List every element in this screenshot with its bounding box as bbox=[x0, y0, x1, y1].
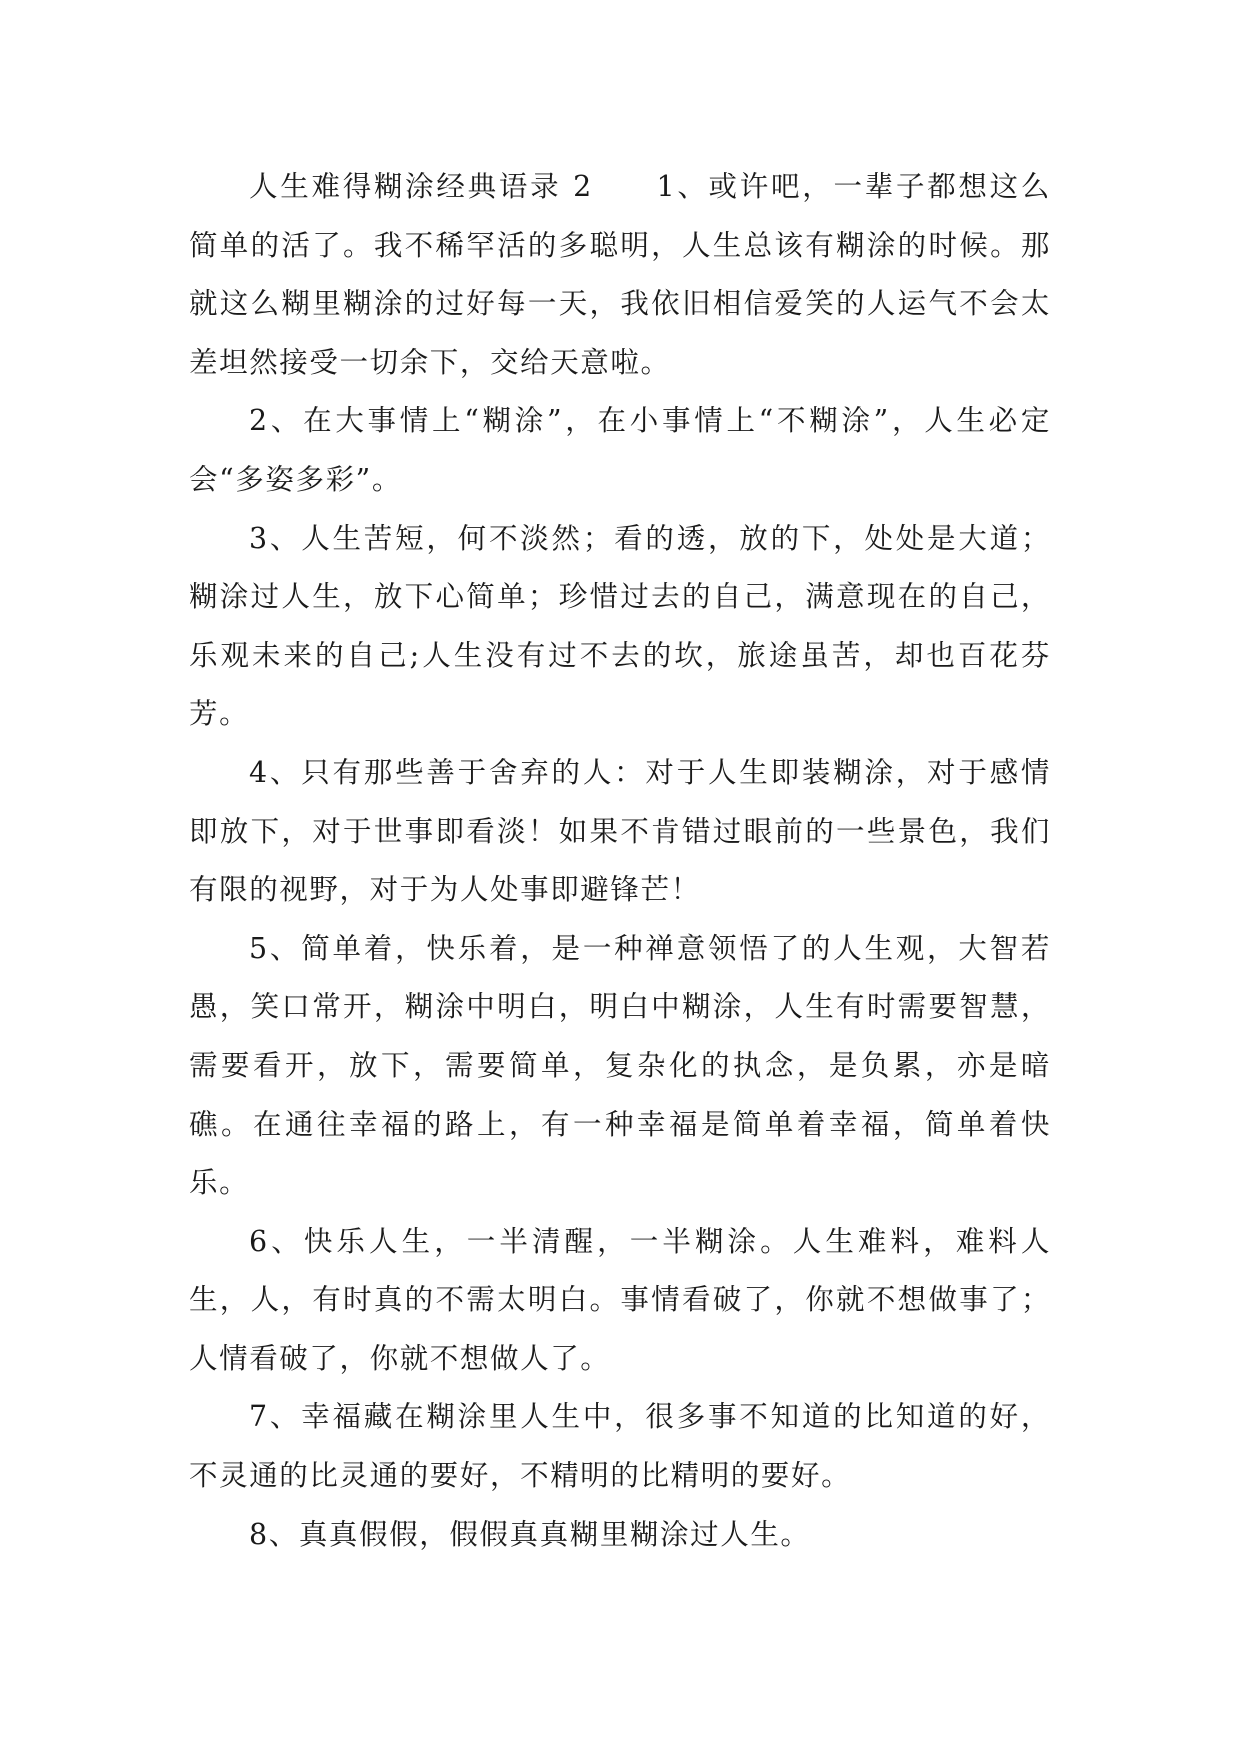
paragraph-5: 5、简单着，快乐着，是一种禅意领悟了的人生观，大智若愚，笑口常开，糊涂中明白，明白中糊涂，人生有时需要智慧，需要看开，放下，需要简单，复杂化的执念，是负累，亦是暗礁。在通往幸福的路上，有一种幸福是简单着幸福，简单着快乐。 bbox=[189, 931, 1051, 1200]
paragraph-3: 3、人生苦短，何不淡然；看的透，放的下，处处是大道；糊涂过人生，放下心简单；珍惜过去的自己，满意现在的自己，乐观未来的自己;人生没有过不去的坎，旅途虽苦，却也百花芬芳。 bbox=[189, 521, 1051, 731]
paragraph-2: 2、在大事情上“糊涂”，在小事情上“不糊涂”，人生必定会“多姿多彩”。 bbox=[189, 404, 1051, 496]
paragraph-4: 4、只有那些善于舍弃的人：对于人生即装糊涂，对于感情即放下，对于世事即看淡！如果不肯错过眼前的一些景色，我们有限的视野，对于为人处事即避锋芒！ bbox=[189, 755, 1051, 907]
document-body bbox=[189, 158, 1051, 1564]
paragraph-1: 人生难得糊涂经典语录 2 1、或许吧，一辈子都想这么简单的活了。我不稀罕活的多聪明，人生总该有糊涂的时候。那就这么糊里糊涂的过好每一天，我依旧相信爱笑的人运气不会太差坦然接受一切余下，交给天意啦。 bbox=[189, 170, 1051, 379]
paragraph-8: 8、真真假假，假假真真糊里糊涂过人生。 bbox=[249, 1517, 811, 1551]
paragraph-7: 7、幸福藏在糊涂里人生中，很多事不知道的比知道的好，不灵通的比灵通的要好，不精明的比精明的要好。 bbox=[189, 1400, 1051, 1493]
paragraph-6: 6、快乐人生，一半清醒，一半糊涂。人生难料，难料人生，人，有时真的不需太明白。事情看破了，你就不想做事了；人情看破了，你就不想做人了。 bbox=[189, 1224, 1051, 1375]
